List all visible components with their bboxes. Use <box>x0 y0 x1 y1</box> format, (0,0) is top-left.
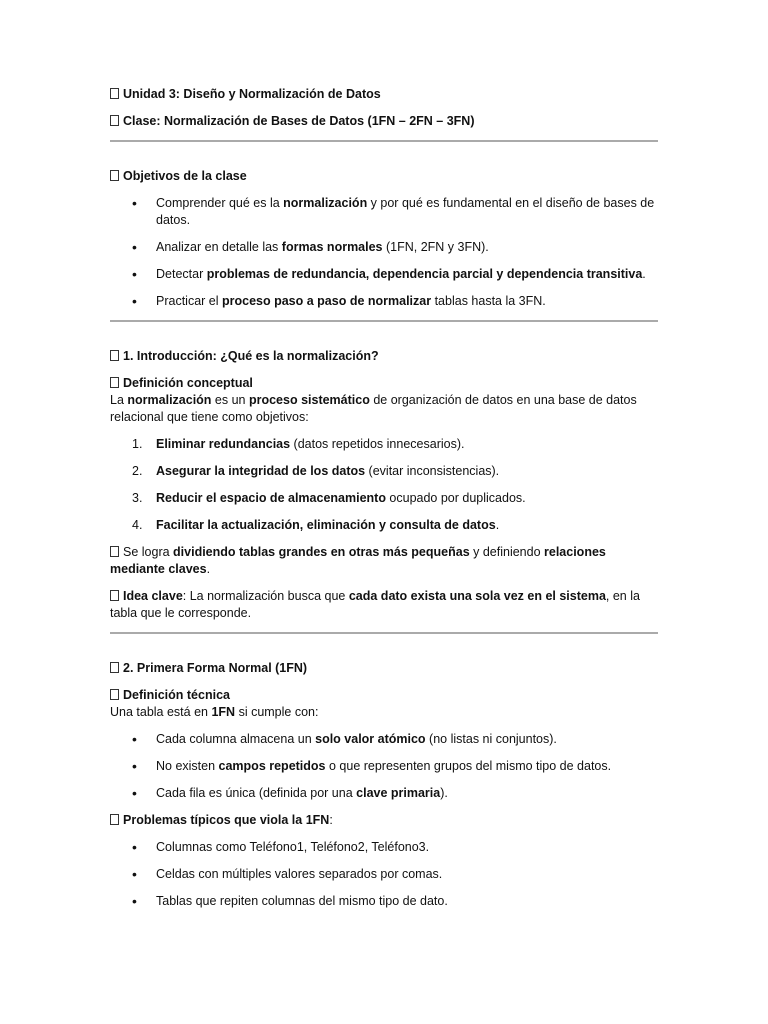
bold-text: solo valor atómico <box>315 732 426 746</box>
objectives-heading-text: Objetivos de la clase <box>123 169 247 183</box>
class-heading <box>110 113 658 130</box>
key-idea-paragraph <box>110 588 658 622</box>
text: de organización de datos en una base de datos relacional que tiene como objetivos: <box>110 393 637 424</box>
intro-definition-heading <box>110 375 658 392</box>
text: Comprender qué es la <box>156 196 284 210</box>
text: (datos repetidos innecesarios). <box>290 437 465 451</box>
bold-text: proceso sistemático <box>248 393 370 407</box>
text: Cada columna almacena un <box>156 732 316 746</box>
bold-text: clave primaria <box>356 786 441 800</box>
bold-text: normalización <box>283 196 368 210</box>
text: . <box>495 518 500 532</box>
list-item <box>110 490 658 507</box>
target-icon <box>110 170 119 181</box>
list-item <box>110 463 658 480</box>
bold-text: Idea clave <box>123 589 183 603</box>
bold-text: Reducir el espacio de almacenamiento <box>156 491 386 505</box>
unit-heading <box>110 86 658 103</box>
bold-text: dividiendo tablas grandes en otras más pequeñas <box>173 545 470 559</box>
text: o que representen grupos del mismo tipo de datos. <box>325 759 612 773</box>
bold-text: Problemas típicos que viola la 1FN <box>123 813 330 827</box>
bold-text: cada dato exista una sola vez en el sistema <box>348 589 606 603</box>
bold-text: 1FN <box>211 705 236 719</box>
technical-definition-heading-text: Definición técnica <box>123 688 230 702</box>
bold-text: Facilitar la actualización, eliminación y consulta de datos <box>156 518 496 532</box>
list-item <box>110 195 658 229</box>
text: , en la tabla que le corresponde. <box>110 589 640 620</box>
text: Analizar en detalle las <box>156 240 282 254</box>
list-item <box>110 239 658 256</box>
bold-text: proceso paso a paso de normalizar <box>222 294 432 308</box>
divider <box>110 140 658 142</box>
list-number: 3. <box>132 491 143 505</box>
first-normal-form-heading <box>110 660 658 677</box>
lightbulb-icon <box>110 590 119 601</box>
list-item <box>110 293 658 310</box>
bold-text: Eliminar redundancias <box>156 437 291 451</box>
text: es un <box>211 393 249 407</box>
text: (evitar inconsistencias). <box>365 464 500 478</box>
divider <box>110 632 658 634</box>
text: tablas hasta la 3FN. <box>431 294 546 308</box>
gear-icon <box>110 689 119 700</box>
intro-heading <box>110 348 658 365</box>
list-item <box>110 266 658 283</box>
bold-text: relaciones mediante claves <box>110 545 606 576</box>
typical-problems-heading-text <box>123 813 333 827</box>
typical-problems-list <box>110 839 658 910</box>
objectives-list <box>110 195 658 310</box>
list-item-text <box>156 437 464 451</box>
list-item-text <box>156 491 526 505</box>
intro-definition-heading-text: Definición conceptual <box>123 376 253 390</box>
text: : <box>329 813 333 827</box>
list-number: 2. <box>132 464 143 478</box>
unit-heading-text: Unidad 3: Diseño y Normalización de Datos <box>123 87 381 101</box>
text: ocupado por duplicados. <box>385 491 526 505</box>
text: Una tabla está en <box>110 705 212 719</box>
bold-text: campos repetidos <box>218 759 326 773</box>
warning-icon <box>110 814 119 825</box>
text: Se logra <box>123 545 174 559</box>
text: si cumple con: <box>235 705 319 719</box>
text: Tablas que repiten columnas del mismo tipo de dato. <box>156 894 448 908</box>
text: ). <box>440 786 448 800</box>
text: (no listas ni conjuntos). <box>425 732 557 746</box>
list-number: 1. <box>132 437 143 451</box>
pin-icon <box>110 377 119 388</box>
book-icon <box>110 350 119 361</box>
list-item <box>110 839 658 856</box>
list-item <box>110 785 658 802</box>
bold-text: normalización <box>127 393 212 407</box>
technical-definition-heading <box>110 687 658 704</box>
text: La <box>110 393 128 407</box>
bold-text: problemas de redundancia, dependencia parcial y dependencia transitiva <box>206 267 643 281</box>
text: Celdas con múltiples valores separados por comas. <box>156 867 443 881</box>
intro-definition-text <box>110 392 658 426</box>
list-item <box>110 758 658 775</box>
text: Columnas como Teléfono1, Teléfono2, Teléfono3. <box>156 840 430 854</box>
list-item-text <box>156 464 499 478</box>
first-normal-form-heading-text: 2. Primera Forma Normal (1FN) <box>123 661 308 675</box>
text: (1FN, 2FN y 3FN). <box>382 240 489 254</box>
class-icon <box>110 115 119 126</box>
list-item <box>110 893 658 910</box>
bold-text: formas normales <box>281 240 383 254</box>
bold-text: Asegurar la integridad de los datos <box>156 464 366 478</box>
text: Cada fila es única (definida por una <box>156 786 357 800</box>
number-icon <box>110 662 119 673</box>
text: Practicar el <box>156 294 222 308</box>
text: No existen <box>156 759 219 773</box>
intro-method-paragraph <box>110 544 658 578</box>
text: y definiendo <box>469 545 545 559</box>
text: y por qué es fundamental en el diseño de bases de datos. <box>156 196 655 227</box>
first-normal-form-rules-list <box>110 731 658 802</box>
technical-definition-text <box>110 704 658 721</box>
unit-icon <box>110 88 119 99</box>
list-item <box>110 517 658 534</box>
arrow-icon <box>110 546 119 557</box>
intro-method-text <box>110 545 606 576</box>
intro-objectives-list <box>110 436 658 534</box>
text: Detectar <box>156 267 207 281</box>
text: . <box>642 267 646 281</box>
intro-heading-text: 1. Introducción: ¿Qué es la normalización? <box>123 349 379 363</box>
key-idea-text <box>110 589 640 620</box>
text: : La normalización busca que <box>182 589 349 603</box>
list-item-text <box>156 518 499 532</box>
list-item <box>110 866 658 883</box>
typical-problems-heading <box>110 812 658 829</box>
list-item <box>110 436 658 453</box>
list-number: 4. <box>132 518 143 532</box>
list-item <box>110 731 658 748</box>
divider <box>110 320 658 322</box>
class-heading-text: Clase: Normalización de Bases de Datos (1FN – 2FN – 3FN) <box>123 114 475 128</box>
objectives-heading <box>110 168 658 185</box>
text: . <box>206 562 211 576</box>
